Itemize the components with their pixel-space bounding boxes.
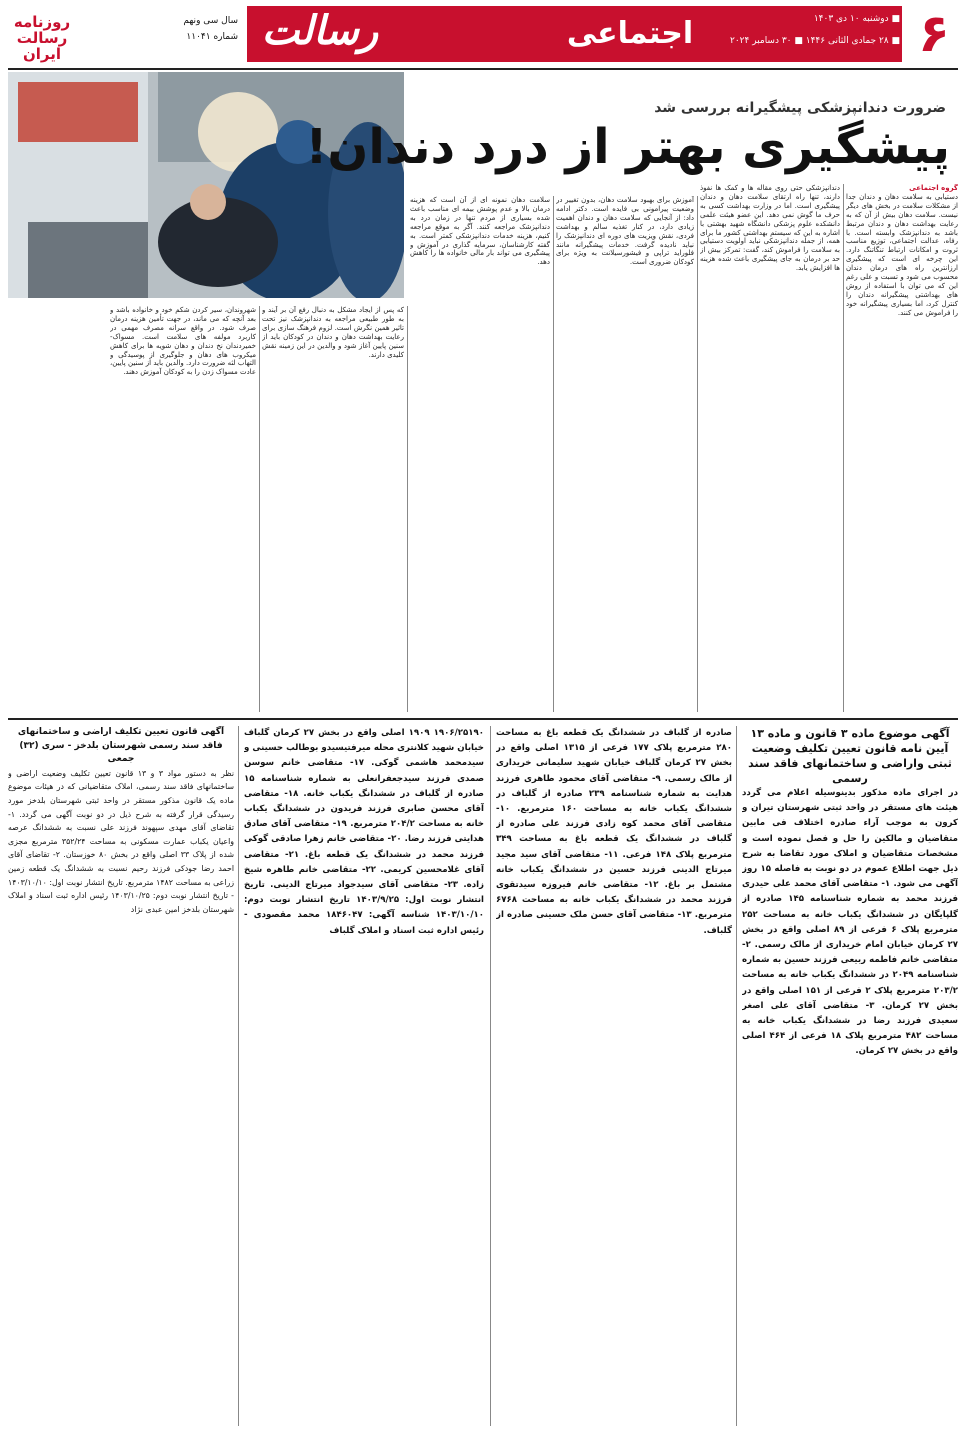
- notice-body: در اجرای ماده مذکور بدینوسیله اعلام می گردد هیئت های مستقر در واحد ثبتی شهرستان تیران و کرون به موجب آراء صادره اختلاف فی مابین متقاضیان و مالکین را حل و فصل نموده است و مشخصات متقاضیان و املاک مورد تقاضا به شرح ذیل جهت اطلاع عموم در دو نوبت به فاصله ۱۵ روز آگهی می شود. ۱- متقاضی آقای محمد علی حیدری فرزند محمد به شماره شناسنامه ۱۴۵ صادره از گلپایگان در ششدانگ یکباب خانه به مساحت ۲۵۲ مترمربع پلاک ۶ فرعی از ۸۹ اصلی واقع در بخش ۲۷ کرمان خیابان امام خریداری از مالک رسمی. ۲- متقاضی خانم فاطمه ربیعی فرزند حسین به شماره شناسنامه ۲۰۴۹ در ششدانگ یکباب خانه به مساحت ۲۰۳/۲ مترمربع پلاک ۲ فرعی از ۱۵۱ اصلی واقع در بخش ۲۷ کرمان. ۳- متقاضی آقای علی اصغر سعیدی فرزند رضا در ششدانگ یکباب خانه به مساحت ۴۸۲ مترمربع پلاک ۱۸ فرعی از ۴۶۴ اصلی واقع در بخش ۲۷ کرمان.: [742, 788, 958, 1057]
- article-headline: پیشگیری بهتر از درد دندان!: [305, 119, 950, 175]
- article-column-3: [556, 196, 694, 712]
- column-divider: [407, 306, 408, 712]
- notice-divider: [736, 726, 737, 1426]
- legal-notice-3: [244, 726, 484, 1426]
- column-divider: [843, 184, 844, 712]
- article-column-4: [410, 196, 550, 712]
- column-text: آموزش برای بهبود سلامت دهان، بدون تغییر در وضعیت پیرامونی بی فایده است. دکتر ادامه داد: از آنجایی که سلامت دهان و دندان اهمیت زیادی دارد، در کنار تغذیه سالم و بهداشت فردی، نقش ویزیت های دوره ای دندانپزشک را نباید نادیده گرفت. خدمات پیشگیرانه مانند فلوراید تراپی و فیشورسیلانت به ویژه برای کودکان ضروری است.: [556, 196, 694, 267]
- column-divider: [697, 196, 698, 712]
- header-divider: [8, 68, 958, 70]
- notice-title: آگهی موضوع ماده ۳ قانون و ماده ۱۳ آیین نامه قانون تعیین تکلیف وضعیت ثبتی واراضی و ساختمانهای فاقد سند رسمی: [748, 727, 952, 785]
- issue-label: شماره ۱۱۰۴۱: [186, 32, 238, 42]
- column-text: سلامت دهان نمونه ای از آن است که هزینه درمان بالا و عدم پوشش بیمه ای مناسب باعث شده بسیاری از مردم تنها در زمان درد به دندانپزشک مراجعه کنند. آگر به موقع مراجعه کنیم، هزینه خدمات دندانپزشکی کمتر است. به گفته کارشناسان، سرمایه گذاری در آموزش و پیشگیری می تواند بار مالی خانواده ها را کاهش دهد.: [410, 196, 550, 267]
- date-line-hijri: ■ ۲۸ جمادی الثانی ۱۴۴۶ ■ ۳۰ دسامبر ۲۰۲۴: [729, 36, 900, 46]
- article-column-6: [110, 306, 256, 712]
- column-divider: [553, 196, 554, 712]
- column-text: دندانپزشکی حتی روی مقاله ها و کمک ها نفوذ دارند، تنها راه ارتقای سلامت دهان و دندان پیشگیری است. اما در وزارت بهداشت کسی به حرف ما گوش نمی دهد. این عضو هیئت علمی دانشکده علوم پزشکی دانشگاه شهید بهشتی با اشاره به این که سیستم بهداشتی کشور ما برای همه، از جمله دندانپزشکی نباید اولویت دستیابی به سلامت را فراموش کند، گفت: تمرکز بیش از حد بر درمان به جای پیشگیری باعث شده هزینه ها افزایش یابد.: [700, 184, 840, 273]
- legal-notice-1: [742, 726, 958, 1426]
- dental-clinic-image: [8, 72, 404, 298]
- page-number: ۶: [918, 4, 950, 64]
- column-text: شهروندان، سیر کردن شکم خود و خانواده باشد و بعد آنچه که می ماند، در جهت تأمین هزینه درمان صرف شود. در واقع سرانه مصرف مهمی در کاربرد مولفه های سلامت است. مسواک-خمیردندان نخ دندان و دهان شویه ها برای کاهش میکروب های دهان و جلوگیری از پوسیدگی و التهاب لثه ضرورت دارد. والدین باید از سنین پایین، عادت مسواک زدن را به کودکان آموزش دهند.: [110, 306, 256, 377]
- column-text: که پس از ایجاد مشکل به دنبال رفع آن بر آیند و به طور طبیعی مراجعه به دندانپزشک نیز تحت تاثیر همین نگرش است. لزوم فرهنگ سازی برای رعایت بهداشت دهان و دندان در کودکان باید از سنین پایین آغاز شود و والدین در این زمینه نقش کلیدی دارند.: [262, 306, 404, 359]
- newspaper-logo: رسالت: [261, 8, 379, 54]
- article-photo: [8, 72, 404, 298]
- notices-divider: [8, 718, 958, 720]
- date-line: ■ دوشنبه ۱۰ دی ۱۴۰۳: [813, 14, 900, 24]
- legal-notice-2: [496, 726, 732, 1426]
- notice-divider: [238, 726, 239, 1426]
- legal-notice-4: [8, 726, 234, 1426]
- page-header: [0, 0, 966, 68]
- column-divider: [259, 306, 260, 712]
- notice-body: ۱۹۰۶/۲۵۱۹۰ ۱۹۰۹ اصلی واقع در بخش ۲۷ کرمان گلباف خیابان شهید کلانتری محله میرفتیسیدو بوطالب حسینی و سیدمحمد هاشمی گوکی. ۱۷- متقاضی خانم سوسن صمدی فرزند سیدجعفرانعلی به شماره شناسنامه ۱۵ صادره از گلباف در ششدانگ یکباب خانه. ۱۸- متقاضی آقای محسن صابری فرزند فریدون در ششدانگ یکباب خانه به مساحت ۲۰۴/۲ مترمربع. ۱۹- متقاضی آقای صادق هدایتی فرزند رضا. ۲۰- متقاضی خانم زهرا صادقی گوکی فرزند محمد در ششدانگ یک قطعه باغ. ۲۱- متقاضی آقای غلامحسین کریمی. ۲۲- متقاضی خانم طاهره شیخ زاده. ۲۳- متقاضی آقای سیدجواد میرتاج الدینی. تاریخ انتشار نوبت اول: ۱۴۰۳/۹/۲۵ تاریخ انتشار نوبت دوم: ۱۴۰۳/۱۰/۱۰ شناسه آگهی: ۱۸۴۶۰۴۷ محمد مقصودی - رئیس اداره ثبت اسناد و املاک گلباف: [244, 728, 484, 936]
- article-kicker: ضرورت دندانپزشکی پیشگیرانه بررسی شد: [654, 100, 946, 116]
- notice-title: آگهی قانون تعیین تکلیف اراضی و ساختمانهای فاقد سند رسمی شهرستان بلدخز - سری (۳۲) جمعی: [17, 727, 225, 765]
- year-label: سال سی ونهم: [183, 16, 238, 26]
- article-column-1: [846, 184, 958, 712]
- column-text: دستیابی به سلامت دهان و دندان جدا از مشکلات سلامت در بخش های دیگر نیست. سلامت دهان بیش از آن که به رعایت بهداشت دهان و دندان مرتبط باشد به دندانپزشک وابسته است. با رفاه، عدالت اجتماعی، توزیع مناسب ثروت و امکانات ارتباط تنگاتنگ دارد. این چرخه ای است که پیشگیری ارزانترین راه های درمان دندان محسوب می شود و تسبت و علی رغم این که می توان با استفاده از روش های بهداشتی پیشگیرانه دندان را کنترل کرد، اما بسیاری پیشگیرانه خود را فراموش می کنند.: [846, 192, 958, 317]
- notice-body: نظر به دستور مواد ۳ و ۱۳ قانون تعیین تکلیف وضعیت اراضی و ساختمانهای فاقد سند رسمی، املاک متقاضیانی که در هیئات موضوع ماده یک قانون مذکور مستقر در واحد ثبتی شهرستان بلدخز مورد رسیدگی قرار گرفته به شرح ذیل در دو نوبت آگهی می گردد. ۱- تقاضای آقای مهدی سپهوند فرزند علی نسبت به ششدانگ عرصه واعیان یکباب عمارت مسکونی به مساحت ۳۵۲/۲۴ مترمربع مجزی شده از پلاک ۳۳ اصلی واقع در بخش ۸۰ خوزستان. ۲- تقاضای آقای احمد رضا جودکی فرزند رحیم نسبت به ششدانگ یک قطعه زمین زراعی به مساحت ۱۴۸۲ مترمربع. تاریخ انتشار نوبت اول: ۱۴۰۳/۱۰/۱۰ - تاریخ انتشار نوبت دوم: ۱۴۰۳/۱۰/۲۵ رئیس اداره ثبت اسناد و املاک شهرستان بلدخز امین عبدی نژاد: [8, 768, 234, 914]
- mini-logo: روزنامه رسالت ایران: [13, 13, 71, 63]
- notice-divider: [490, 726, 491, 1426]
- masthead-box: [8, 6, 240, 62]
- byline: گروه اجتماعی: [909, 184, 958, 192]
- notice-body: صادره از گلباف در ششدانگ یک قطعه باغ به مساحت ۲۸۰ مترمربع پلاک ۱۷۷ فرعی از ۱۳۱۵ اصلی واقع در بخش ۲۷ کرمان گلباف خیابان شهید سلیمانی خریداری از مالک رسمی. ۹- متقاضی آقای محمود طاهری فرزند هدایت به شماره شناسنامه ۲۳۹ صادره از گلباف در ششدانگ یکباب خانه به مساحت ۱۶۰ مترمربع. ۱۰- متقاضی آقای محمد کوه زادی فرزند علی صادره از گلباف در ششدانگ یک قطعه باغ به مساحت ۳۴۹ مترمربع پلاک ۱۴۸ فرعی. ۱۱- متقاضی آقای سید مجید میرتاج الدینی فرزند حسین در ششدانگ یکباب خانه مشتمل بر باغ. ۱۲- متقاضی خانم فیروزه سیدتقوی فرزند محمد در ششدانگ یکباب خانه به مساحت ۶۷۶۸ مترمربع. ۱۳- متقاضی آقای حسن ملک حسینی صادره از گلباف.: [496, 728, 732, 936]
- section-title: اجتماعی: [566, 16, 694, 51]
- article-column-5: [262, 306, 404, 712]
- article-column-2: [700, 184, 840, 712]
